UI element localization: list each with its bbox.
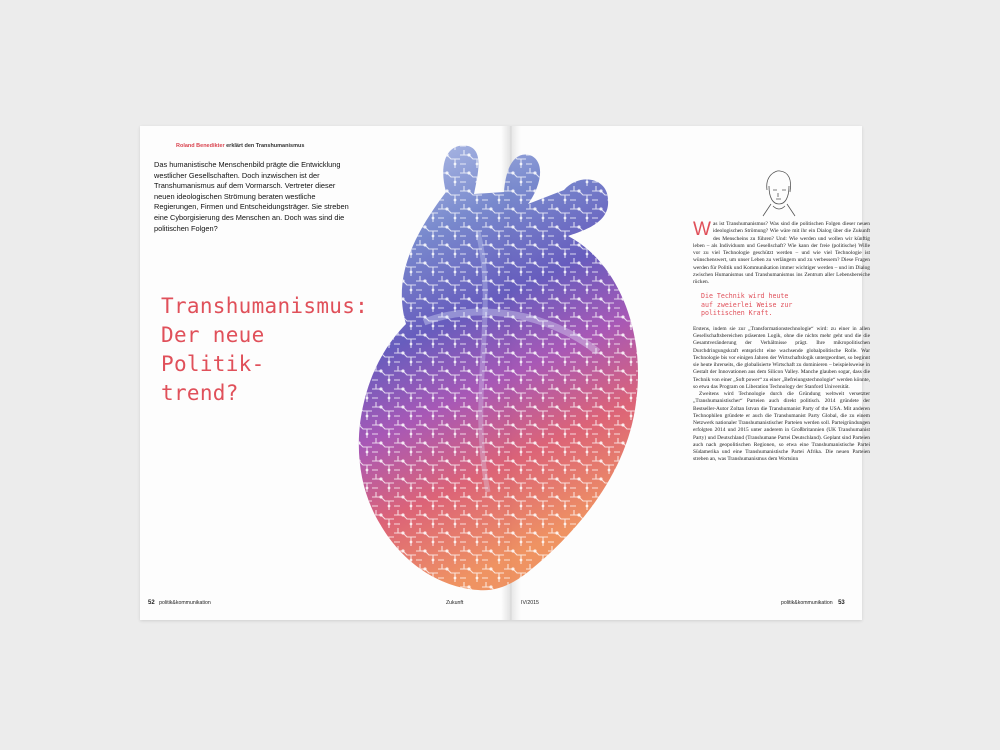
heart-circuit-illustration [328, 132, 664, 600]
byline [176, 143, 304, 149]
left-page-number: 52 [148, 600, 155, 606]
section-label: Zukunft [446, 600, 464, 606]
issue-label: IV/2015 [521, 600, 539, 606]
right-page-number: 53 [838, 600, 845, 606]
article-body-column [693, 221, 870, 464]
body-paragraph-2: Erstens, indem sie zur „Transformationstechnologie“ wird: zu einer in allen Gesellschaftsbereichen präsenten Logik, ohne die nichts mehr geht und die die Gesamtveränderung der Verhältnisse prägt. Ihre mikropolitischen Durchdringungskraft entspricht eine wachsende globalpolitische Rolle. War Technologie bis vor einigen Jahren der Wirtschaftslogik untergeordnet, so beginnt sie heute ihrerseits, die globalisierte Wirtschaft zu dominieren – beispielsweise in Gestalt der Innovationen aus dem Silicon Valley. Manche glauben sogar, dass die Technik von einer „Soft power“ zu einer „Befreiungstechnologie“ werden könnte, so etwa das Program on Liberation Technology der Stanford Universität. [693, 325, 870, 390]
right-publication: politik&kommunikation [781, 600, 833, 606]
right-folio [781, 600, 845, 606]
drop-cap: W [693, 219, 711, 240]
article-title: Transhumanismus: Der neue Politik- trend? [161, 294, 369, 405]
left-folio [148, 600, 211, 606]
left-publication: politik&kommunikation [159, 600, 211, 606]
intro-paragraph: Das humanistische Menschenbild prägte die Entwicklung westlicher Gesellschaften. Doch inzwischen ist der Transhumanismus auf dem Vormarsch. Vertreter dieser neuen ideologischen Strömung beraten westliche Regierungen, Firmen und Entscheidungsträger. Sie streben eine Cyborgisierung des Menschen an. Doch was sind die politischen Folgen? [154, 160, 349, 233]
byline-text: erklärt den Transhumanismus [226, 143, 305, 149]
body-paragraph-3: Zweitens wird Technologie durch die Gründung weltweit versetzter „Transhumanistischer“ Parteien auch direkt politisch. 2014 gründete der Bestseller-Autor Zoltan Istvan die Transhumanist Party of the USA. Mit anderen Technophilen gründete er auch die Transhumanist Party Global, die zu einem Netzwerk nationaler Transhumanistischer Parteien werden soll. Parteigründungen erfolgten 2014 und 2015 unter anderem in Großbritannien (UK Transhumanist Party) und Deutschland (Transhumane Partei Deutschland). Geplant sind Parteien auch nach geopolitischen Regionen, so etwa eine Transhumanistische Partei Südamerika und eine Transhumanistische Partei Afrika. Die neuen Parteien streben an, was Transhumanismus dem Wortsinn [693, 391, 870, 463]
byline-author: Roland Benedikter [176, 143, 225, 149]
body-paragraph-1-text: as ist Transhumanismus? Was sind die politischen Folgen dieser neuen ideologischen Strömung? Wie wäre mit ihr ein Dialog über die Zukunft des Menscheins zu führen? Und: Wie werden und wollen wir künftig leben – als Individuum und Gesellschaft? Wie kann der freie (politische) Wille vor zu viel Technologie geschützt werden – und wie viel Technologie ist wünschenswert, um unser Leben zu verlängern und zu verbessern? Diese Fragen werden für Politik und Kommunikation immer wichtiger werden – und im Dialog zwischen Humanismus und Transhumanismus ins Zentrum aller Lebensbereiche rücken. [693, 221, 870, 285]
pull-quote: Die Technik wird heute auf zweierlei Weise zur politischen Kraft. [701, 292, 793, 318]
body-paragraph-1 [693, 221, 870, 286]
author-portrait-sketch [759, 168, 797, 218]
magazine-spread [140, 126, 870, 620]
